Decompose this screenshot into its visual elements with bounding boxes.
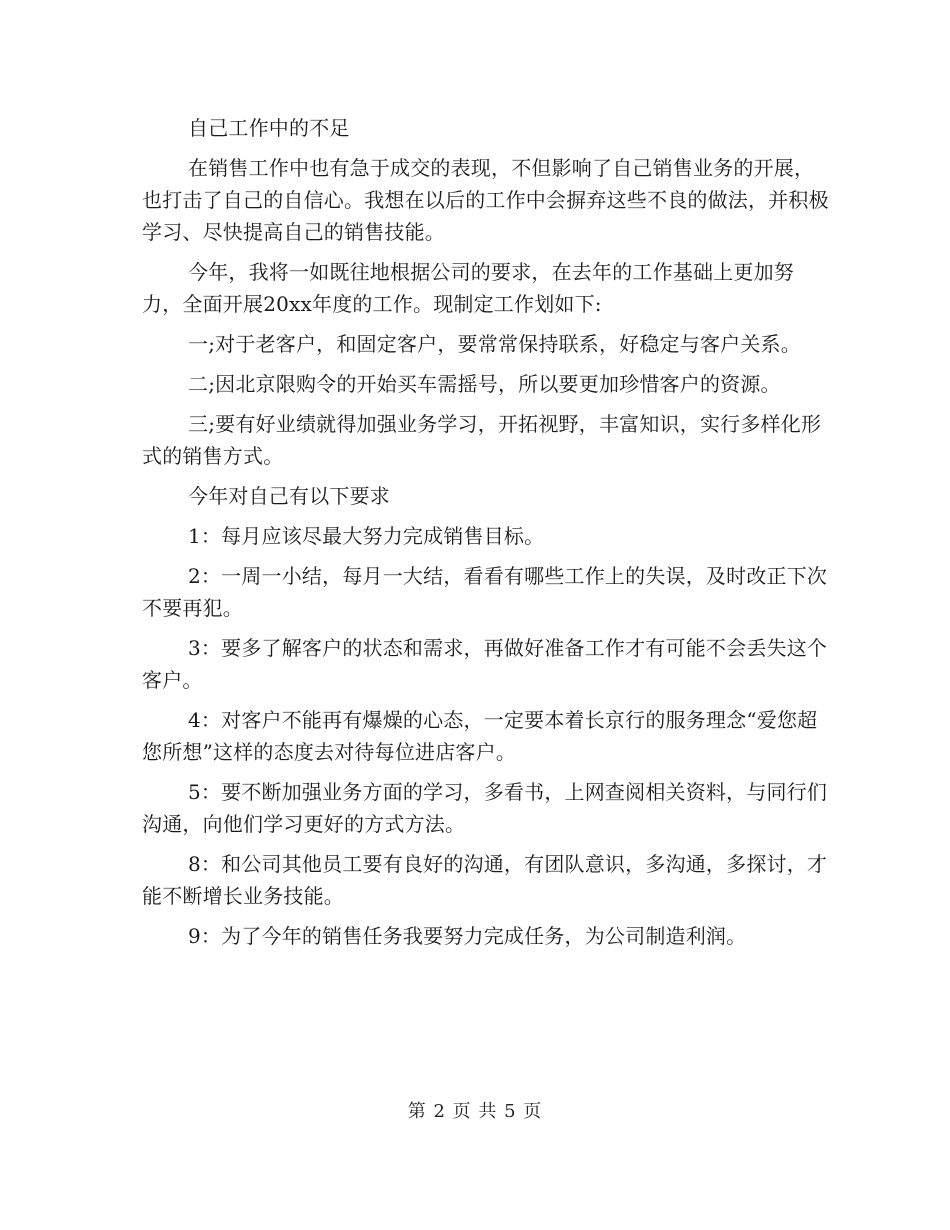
document-body xyxy=(142,112,832,960)
page-number-footer: 第 2 页 共 5 页 xyxy=(407,1101,543,1122)
requirement-item-2: 2：一周一小结，每月一大结，看看有哪些工作上的失误，及时改正下次不要再犯。 xyxy=(142,564,828,620)
section-heading-requirements: 今年对自己有以下要求 xyxy=(188,484,390,508)
plan-item-3: 三;要有好业绩就得加强业务学习，开拓视野，丰富知识，实行多样化形式的销售方式。 xyxy=(142,412,822,468)
paragraph-shortcomings: 在销售工作中也有急于成交的表现，不但影响了自己销售业务的开展，也打击了自己的自信心。我想在以后的工作中会摒弃这些不良的做法，并积极学习、尽快提高自己的销售技能。 xyxy=(142,156,829,244)
requirement-item-8: 8：和公司其他员工要有良好的沟通，有团队意识，多沟通，多探讨，才能不断增长业务技能。 xyxy=(142,852,828,908)
requirement-item-4: 4：对客户不能再有爆燥的心态，一定要本着长京行的服务理念“爱您超您所想”这样的态度去对待每位进店客户。 xyxy=(142,708,818,764)
requirement-item-5: 5：要不断加强业务方面的学习，多看书，上网查阅相关资料，与同行们沟通，向他们学习更好的方式方法。 xyxy=(142,780,828,836)
plan-item-1: 一;对于老客户，和固定客户，要常常保持联系，好稳定与客户关系。 xyxy=(188,332,801,356)
requirement-item-9: 9：为了今年的销售任务我要努力完成任务，为公司制造利润。 xyxy=(188,924,747,948)
plan-item-2: 二;因北京限购令的开始买车需摇号，所以要更加珍惜客户的资源。 xyxy=(188,372,781,396)
requirement-item-1: 1：每月应该尽最大努力完成销售目标。 xyxy=(188,524,545,548)
requirement-item-3: 3：要多了解客户的状态和需求，再做好准备工作才有可能不会丢失这个客户。 xyxy=(142,636,828,692)
paragraph-annual-plan-intro: 今年，我将一如既往地根据公司的要求，在去年的工作基础上更加努力，全面开展20xx年度的工作。现制定工作划如下: xyxy=(142,260,794,316)
section-heading-shortcomings: 自己工作中的不足 xyxy=(188,116,350,140)
